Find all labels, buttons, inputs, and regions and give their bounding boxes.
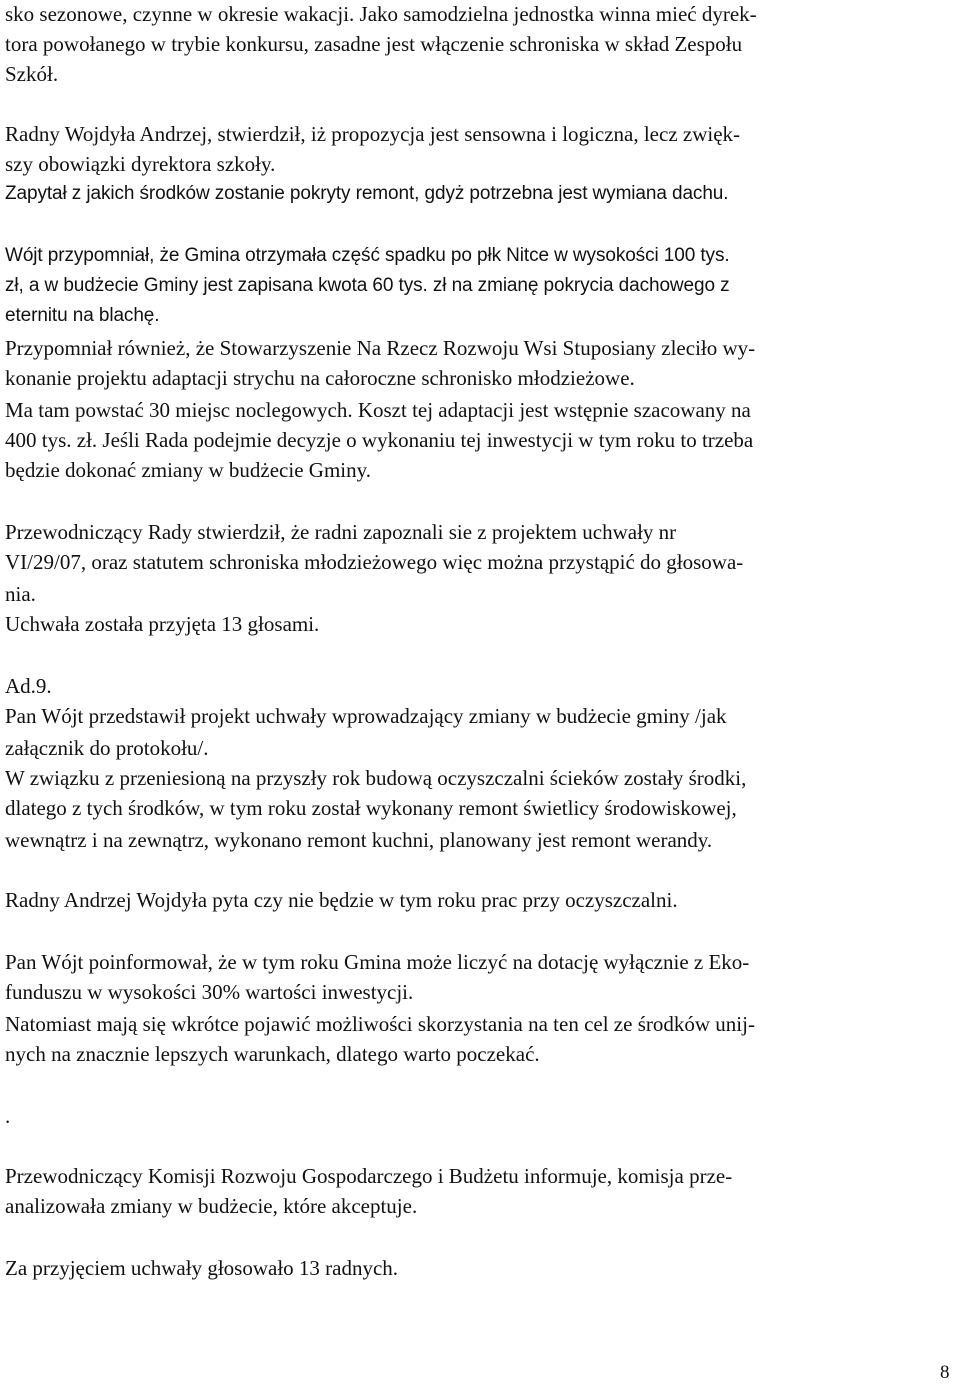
text-line: zł, a w budżecie Gminy jest zapisana kwota 60 tys. zł na zmianę pokrycia dachowego z: [5, 275, 730, 296]
text-line: Uchwała została przyjęta 13 głosami.: [5, 612, 320, 636]
section-heading: Ad.9.: [5, 674, 52, 698]
text-line: Przypomniał również, że Stowarzyszenie Na Rzecz Rozwoju Wsi Stuposiany zleciło wy-: [5, 336, 756, 360]
text-line: Przewodniczący Rady stwierdził, że radni zapoznali sie z projektem uchwały nr: [5, 520, 677, 544]
text-line: szy obowiązki dyrektora szkoły.: [5, 152, 276, 176]
text-line: eternitu na blachę.: [5, 305, 160, 326]
page-number: 8: [940, 1362, 950, 1383]
text-line: 400 tys. zł. Jeśli Rada podejmie decyzje o wykonaniu tej inwestycji w tym roku to trzeba: [5, 428, 754, 452]
text-line: Przewodniczący Komisji Rozwoju Gospodarczego i Budżetu informuje, komisja prze-: [5, 1164, 733, 1188]
text-line: Radny Andrzej Wojdyła pyta czy nie będzie w tym roku prac przy oczyszczalni.: [5, 888, 678, 912]
text-line: Ma tam powstać 30 miejsc noclegowych. Koszt tej adaptacji jest wstępnie szacowany na: [5, 398, 751, 422]
text-line: Szkół.: [5, 62, 59, 86]
text-line: .: [5, 1104, 11, 1128]
text-line: Radny Wojdyła Andrzej, stwierdził, iż propozycja jest sensowna i logiczna, lecz zwięk-: [5, 122, 741, 146]
text-line: Za przyjęciem uchwały głosowało 13 radnych.: [5, 1256, 399, 1280]
text-line: wewnątrz i na zewnątrz, wykonano remont kuchni, planowany jest remont werandy.: [5, 828, 713, 852]
text-line: dlatego z tych środków, w tym roku został wykonany remont świetlicy środowiskowej,: [5, 796, 737, 820]
text-line: Pan Wójt przedstawił projekt uchwały wprowadzający zmiany w budżecie gminy /jak: [5, 704, 727, 728]
text-line: załącznik do protokołu/.: [5, 736, 209, 760]
text-line: konanie projektu adaptacji strychu na całoroczne schronisko młodzieżowe.: [5, 366, 635, 390]
text-line: nia.: [5, 582, 36, 606]
text-line: tora powołanego w trybie konkursu, zasadne jest włączenie schroniska w skład Zespołu: [5, 32, 743, 56]
text-line: Natomiast mają się wkrótce pojawić możliwości skorzystania na ten cel ze środków unij-: [5, 1012, 755, 1036]
text-line: sko sezonowe, czynne w okresie wakacji. Jako samodzielna jednostka winna mieć dyrek-: [5, 2, 757, 26]
text-line: W związku z przeniesioną na przyszły rok budową oczyszczalni ścieków zostały środki,: [5, 766, 747, 790]
text-line: nych na znacznie lepszych warunkach, dlatego warto poczekać.: [5, 1042, 540, 1066]
text-line: Wójt przypomniał, że Gmina otrzymała część spadku po płk Nitce w wysokości 100 tys.: [5, 245, 730, 266]
text-line: Pan Wójt poinformował, że w tym roku Gmina może liczyć na dotację wyłącznie z Eko-: [5, 950, 750, 974]
text-line: będzie dokonać zmiany w budżecie Gminy.: [5, 458, 372, 482]
text-line: analizowała zmiany w budżecie, które akceptuje.: [5, 1194, 418, 1218]
text-line: Zapytał z jakich środków zostanie pokryty remont, gdyż potrzebna jest wymiana dachu.: [5, 183, 729, 204]
text-line: VI/29/07, oraz statutem schroniska młodzieżowego więc można przystąpić do głosowa-: [5, 550, 744, 574]
text-line: funduszu w wysokości 30% wartości inwestycji.: [5, 980, 414, 1004]
